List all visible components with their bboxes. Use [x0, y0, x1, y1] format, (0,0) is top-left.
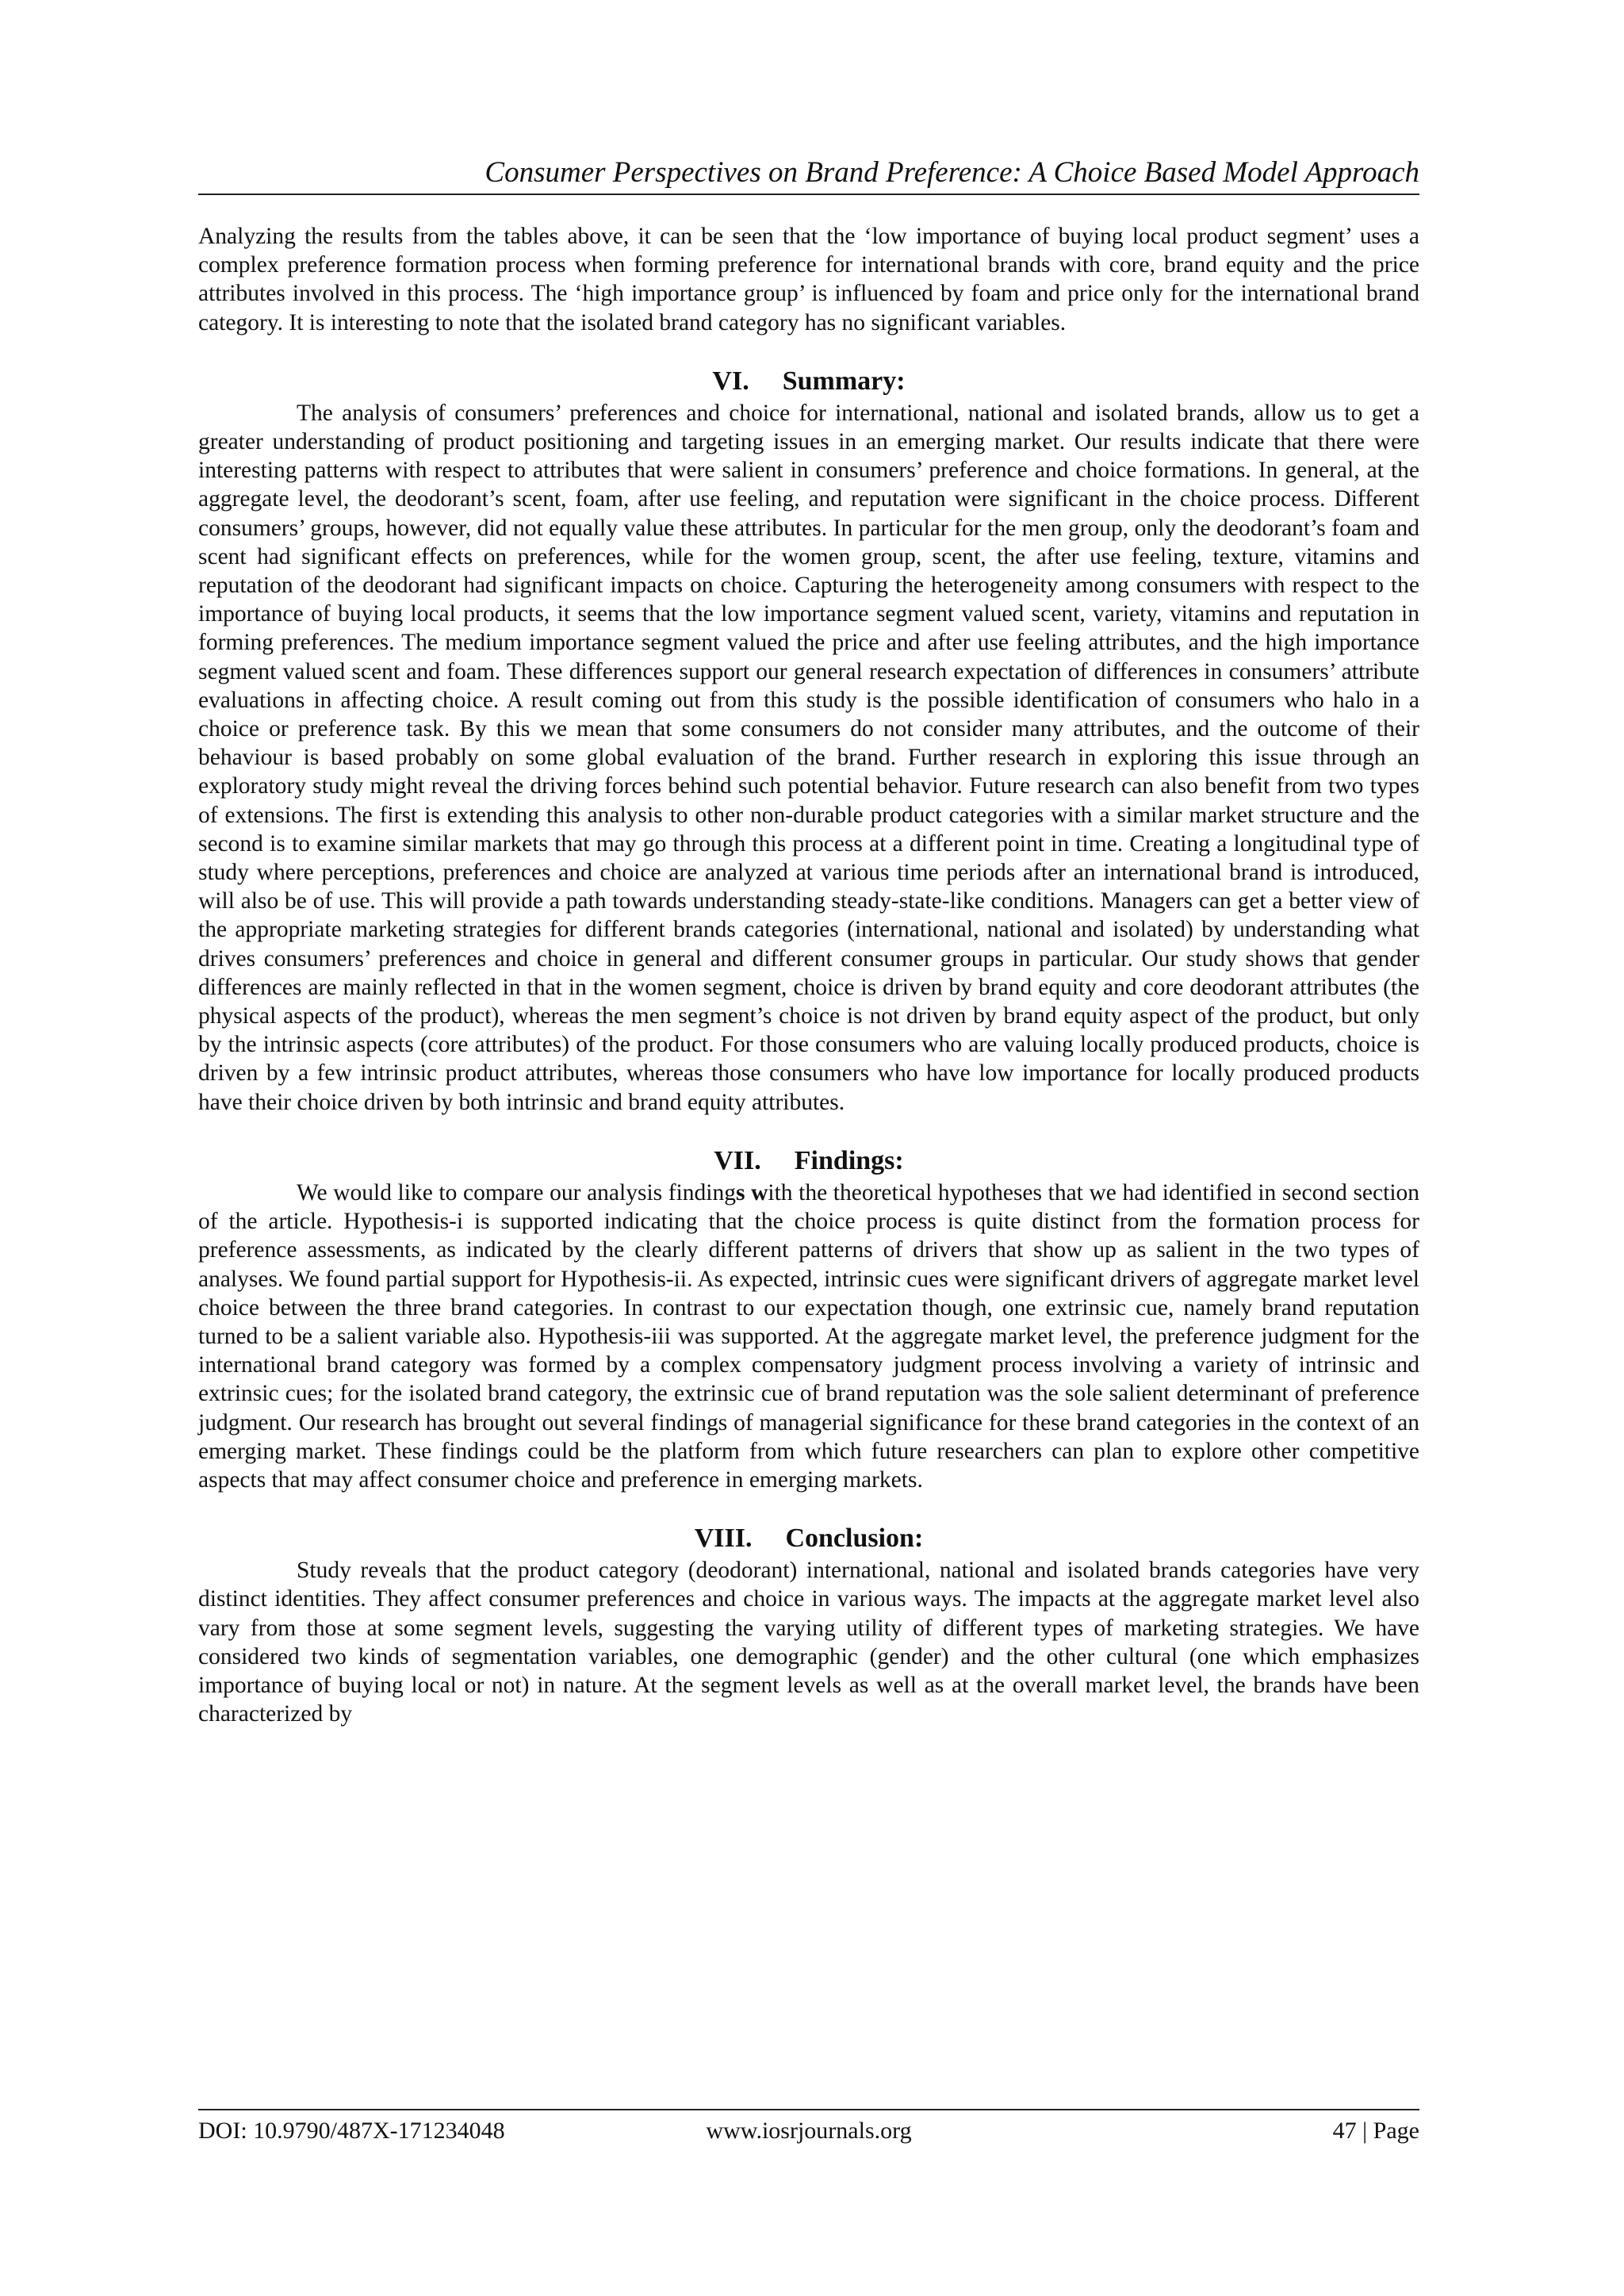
findings-paragraph [198, 1179, 1419, 1494]
page-footer [198, 2115, 1419, 2147]
section-title: Findings: [794, 1145, 904, 1175]
findings-text-rest: ith the theoretical hypotheses that we had identified in second section of the article. Hypothesis-i is supported indicating that the choice process is quite distinct from the formation process for preference assessments, as indicated by the clearly different patterns of drivers that show up as salient in the two types of analyses. We found partial support for Hypothesis-ii. As expected, intrinsic cues were significant drivers of aggregate market level choice between the three brand categories. In contrast to our expectation though, one extrinsic cue, namely brand reputation turned to be a salient variable also. Hypothesis-iii was supported. At the aggregate market level, the preference judgment for the international brand category was formed by a complex compensatory judgment process involving a variety of intrinsic and extrinsic cues; for the isolated brand category, the extrinsic cue of brand reputation was the sole salient determinant of preference judgment. Our research has brought out several findings of managerial significance for these brand categories in the context of an emerging market. These findings could be the platform from which future researchers can plan to explore other competitive aspects that may affect consumer choice and preference in emerging markets. [198, 1179, 1420, 1493]
findings-bold-w: w [751, 1179, 768, 1205]
footer-rule [198, 2109, 1419, 2110]
section-title: Conclusion: [785, 1524, 924, 1554]
running-header: Consumer Perspectives on Brand Preference: A Choice Based Model Approach [485, 156, 1419, 189]
section-heading-findings [198, 1144, 1419, 1179]
footer-doi: DOI: 10.9790/487X-171234048 [198, 2118, 505, 2144]
intro-paragraph: Analyzing the results from the tables above, it can be seen that the ‘low importance of buying local product segment’ uses a complex preference formation process when forming preference for international brands with core, brand equity and the price attributes involved in this process. The ‘high importance group’ is influenced by foam and price only for the international brand category. It is interesting to note that the isolated brand category has no significant variables. [198, 224, 1419, 335]
summary-paragraph: The analysis of consumers’ preferences and choice for international, national and isolated brands, allow us to get a greater understanding of product positioning and targeting issues in an emerging market. Our results indicate that there were interesting patterns with respect to attributes that were salient in consumers’ preference and choice formations. In general, at the aggregate level, the deodorant’s scent, foam, after use feeling, and reputation were significant in the choice process. Different consumers’ groups, however, did not equally value these attributes. In particular for the men group, only the deodorant’s foam and scent had significant effects on preferences, while for the women group, scent, the after use feeling, texture, vitamins and reputation of the deodorant had significant impacts on choice. Capturing the heterogeneity among consumers with respect to the importance of buying local products, it seems that the low importance segment valued scent, variety, vitamins and reputation in forming preferences. The medium importance segment valued the price and after use feeling attributes, and the high importance segment valued scent and foam. These differences support our general research expectation of differences in consumers’ attribute evaluations in affecting choice. A result coming out from this study is the possible identification of consumers who halo in a choice or preference task. By this we mean that some consumers do not consider many attributes, and the outcome of their behaviour is based probably on some global evaluation of the brand. Further research in exploring this issue through an exploratory study might reveal the driving forces behind such potential behavior. Future research can also benefit from two types of extensions. The first is extending this analysis to other non-durable product categories with a similar market structure and the second is to examine similar markets that may go through this process at a different point in time. Creating a longitudinal type of study where perceptions, preferences and choice are analyzed at various time periods after an international brand is introduced, will also be of use. This will provide a path towards understanding steady-state-like conditions. Managers can get a better view of the appropriate marketing strategies for different brands categories (international, national and isolated) by understanding what drives consumers’ preferences and choice in general and different consumer groups in particular. Our study shows that gender differences are mainly reflected in that in the women segment, choice is driven by brand equity and core deodorant attributes (the physical aspects of the product), whereas the men segment’s choice is not driven by brand equity aspect of the product, but only by the intrinsic aspects (core attributes) of the product. For those consumers who are valuing locally produced products, choice is driven by a few intrinsic product attributes, whereas those consumers who have low importance for locally produced products have their choice driven by both intrinsic and brand equity attributes. [198, 400, 1419, 1115]
footer-page-number: 47 | Page [1332, 2118, 1419, 2144]
section-title: Summary: [782, 366, 906, 396]
findings-bold-s: s [735, 1179, 745, 1205]
section-heading-conclusion [198, 1521, 1419, 1556]
section-number: VI. [712, 366, 749, 396]
footer-website: www.iosrjournals.org [706, 2118, 912, 2144]
conclusion-paragraph: Study reveals that the product category (deodorant) international, national and isolated brands categories have very distinct identities. They affect consumer preferences and choice in various ways. The impacts at the aggregate market level also vary from those at some segment levels, suggesting the varying utility of different types of marketing strategies. We have considered two kinds of segmentation variables, one demographic (gender) and the other cultural (one which emphasizes importance of buying local or not) in nature. At the segment levels as well as at the overall market level, the brands have been characterized by [198, 1558, 1419, 1727]
section-heading-summary [198, 364, 1419, 399]
section-number: VII. [714, 1145, 761, 1175]
section-number: VIII. [694, 1524, 753, 1554]
findings-text-lead: We would like to compare our analysis finding [297, 1179, 736, 1205]
article-body [198, 222, 1419, 1728]
header-rule [198, 194, 1419, 195]
findings-space [745, 1180, 751, 1205]
